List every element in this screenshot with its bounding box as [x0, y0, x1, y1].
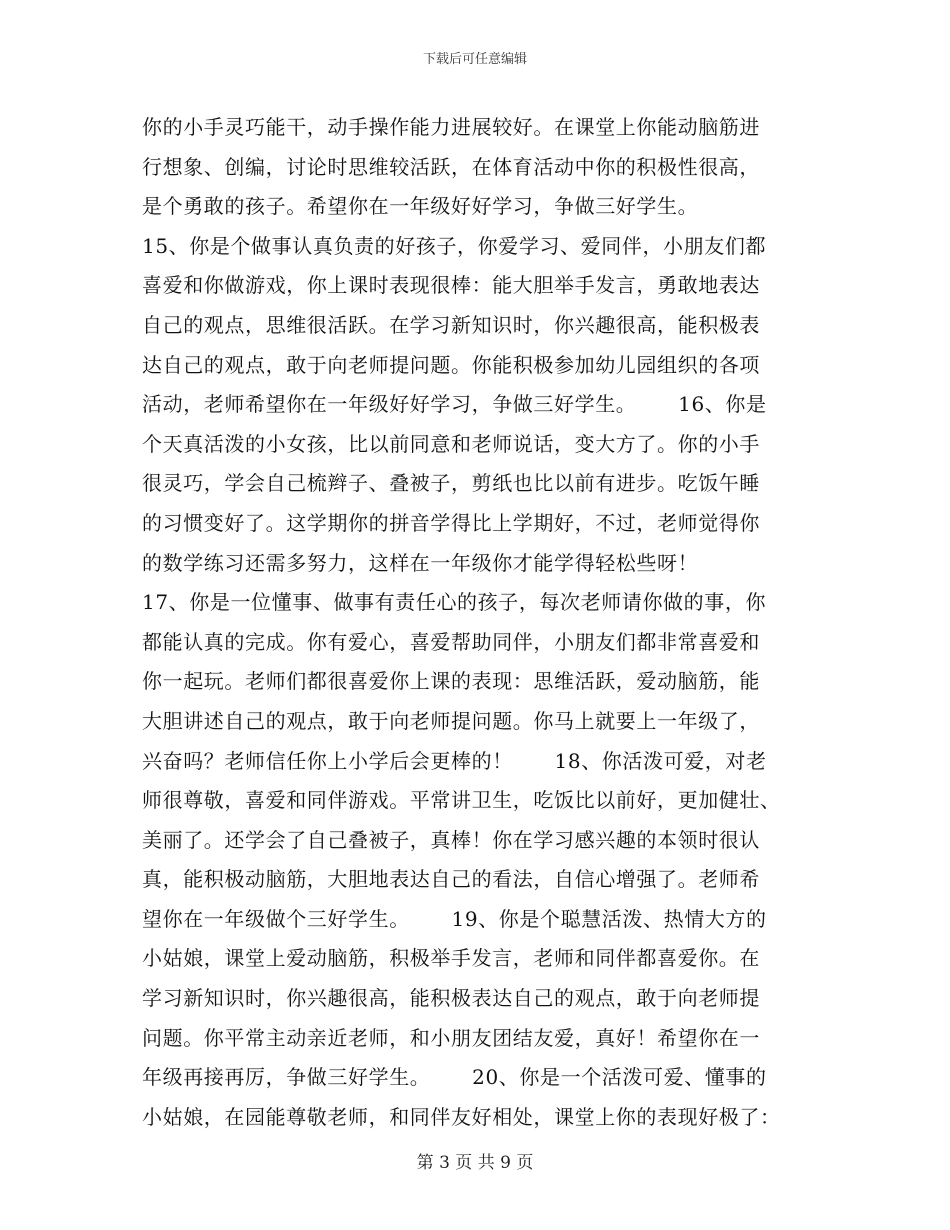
page-number-footer: 第 3 页 共 9 页: [416, 1153, 534, 1173]
page-header: 下载后可任意编辑: [422, 52, 527, 67]
text-line: 都能认真的完成。你有爱心，喜爱帮助同伴，小朋友们都非常喜爱和: [142, 629, 760, 654]
text-line: 达自己的观点，敢于向老师提问题。你能积极参加幼儿园组织的各项: [142, 352, 760, 377]
text-line: 美丽了。还学会了自己叠被子，真棒！你在学习感兴趣的本领时很认: [142, 827, 760, 852]
text-line: 15、你是个做事认真负责的好孩子，你爱学习、爱同伴，小朋友们都: [142, 233, 767, 258]
text-line: 17、你是一位懂事、做事有责任心的孩子，每次老师请你做的事，你: [142, 590, 767, 615]
text-line: 望你在一年级做个三好学生。 19、你是个聪慧活泼、热情大方的: [142, 906, 767, 931]
text-line: 喜爱和你做游戏，你上课时表现很棒：能大胆举手发言，勇敢地表达: [142, 273, 760, 298]
text-line: 活动，老师希望你在一年级好好学习，争做三好学生。 16、你是: [142, 392, 767, 417]
text-line: 师很尊敬，喜爱和同伴游戏。平常讲卫生，吃饭比以前好，更加健壮、: [142, 788, 781, 813]
text-line: 的习惯变好了。这学期你的拼音学得比上学期好，不过，老师觉得你: [142, 510, 760, 535]
text-line: 真，能积极动脑筋，大胆地表达自己的看法，自信心增强了。老师希: [142, 867, 760, 892]
text-line: 是个勇敢的孩子。希望你在一年级好好学习，争做三好学生。: [142, 194, 699, 219]
text-line: 你一起玩。老师们都很喜爱你上课的表现：思维活跃，爱动脑筋，能: [142, 669, 760, 694]
text-line: 兴奋吗？老师信任你上小学后会更棒的！ 18、你活泼可爱，对老: [142, 748, 767, 773]
text-line: 问题。你平常主动亲近老师，和小朋友团结友爱，真好！希望你在一: [142, 1025, 760, 1050]
text-line: 你的小手灵巧能干，动手操作能力进展较好。在课堂上你能动脑筋进: [142, 115, 760, 139]
text-line: 大胆讲述自己的观点，敢于向老师提问题。你马上就要上一年级了，: [142, 708, 760, 733]
text-line: 小姑娘，在园能尊敬老师，和同伴友好相处，课堂上你的表现好极了：: [142, 1104, 781, 1129]
text-line: 自己的观点，思维很活跃。在学习新知识时，你兴趣很高，能积极表: [142, 312, 760, 337]
text-line: 个天真活泼的小女孩，比以前同意和老师说话，变大方了。你的小手: [142, 431, 760, 456]
text-line: 行想象、创编，讨论时思维较活跃，在体育活动中你的积极性很高，: [142, 154, 760, 179]
document-body: [142, 108, 810, 1137]
text-line: 很灵巧，学会自己梳辫子、叠被子，剪纸也比以前有进步。吃饭午睡: [142, 471, 760, 496]
text-line: 小姑娘，课堂上爱动脑筋，积极举手发言，老师和同伴都喜爱你。在: [142, 946, 760, 971]
text-line: 的数学练习还需多努力，这样在一年级你才能学得轻松些呀！: [142, 550, 699, 575]
text-line: 学习新知识时，你兴趣很高，能积极表达自己的观点，敢于向老师提: [142, 986, 760, 1011]
text-line: 年级再接再厉，争做三好学生。 20、你是一个活泼可爱、懂事的: [142, 1065, 767, 1090]
